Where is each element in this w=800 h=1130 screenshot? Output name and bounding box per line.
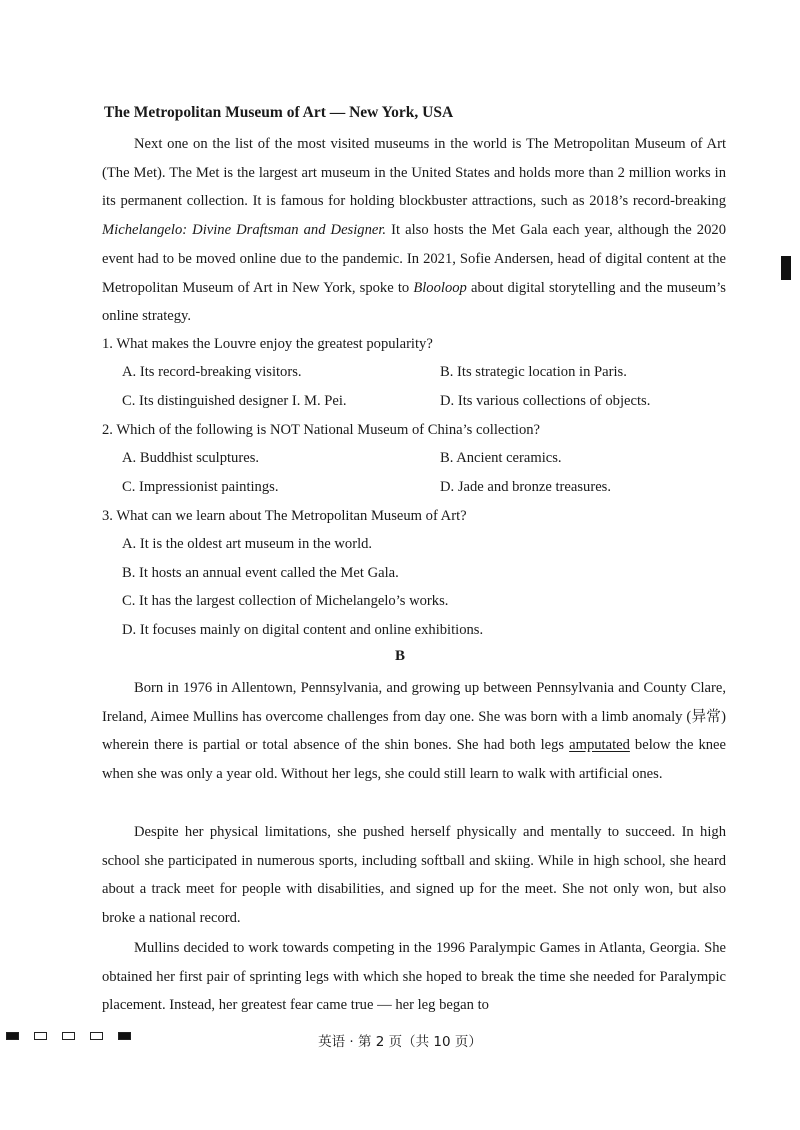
q1-option-c: C. Its distinguished designer I. M. Pei.	[122, 393, 347, 409]
edge-mark	[781, 256, 791, 280]
question-1: 1. What makes the Louvre enjoy the greatest popularity?	[102, 336, 433, 352]
q1-option-d: D. Its various collections of objects.	[440, 393, 651, 409]
mullins-paragraph-1	[102, 674, 726, 789]
q3-option-c: C. It has the largest collection of Michelangelo’s works.	[122, 593, 449, 609]
q3-option-d: D. It focuses mainly on digital content and online exhibitions.	[122, 622, 484, 638]
q1-option-b: B. Its strategic location in Paris.	[440, 364, 627, 380]
q2-option-a: A. Buddhist sculptures.	[122, 450, 260, 466]
question-3: 3. What can we learn about The Metropolitan Museum of Art?	[102, 508, 467, 524]
exhibition-title: Michelangelo: Divine Draftsman and Designer.	[102, 222, 387, 239]
q3-option-b: B. It hosts an annual event called the Met Gala.	[122, 565, 399, 581]
section-label: B	[394, 648, 405, 664]
page-footer: 英语 · 第 2 页（共 10 页）	[318, 1034, 482, 1050]
mullins-paragraph-3: Mullins decided to work towards competing in the 1996 Paralympic Games in Atlanta, Georgia. She obtained her first pair of sprinting legs with which she hoped to break the time she needed for Paralympic placement. Instead, her greatest fear came true — her leg began to	[102, 940, 726, 1014]
text-run: about digital storytelling and the museum’s online strategy.	[102, 279, 726, 325]
q2-option-d: D. Jade and bronze treasures.	[440, 479, 611, 495]
q2-option-c: C. Impressionist paintings.	[122, 479, 279, 495]
mullins-paragraph-2: Despite her physical limitations, she pushed herself physically and mentally to succeed. In high school she participated in numerous sports, including softball and skiing. While in high school, she heard about a track meet for people with disabilities, and signed up for the meet. She not only won, but also broke a national record.	[102, 824, 726, 927]
q1-option-a: A. Its record-breaking visitors.	[122, 364, 302, 380]
question-2: 2. Which of the following is NOT National Museum of China’s collection?	[102, 422, 541, 438]
met-paragraph	[102, 130, 726, 331]
section-heading: The Metropolitan Museum of Art — New York, USA	[104, 104, 454, 121]
publication-name: Blooloop	[413, 279, 467, 296]
text-run: Born in 1976 in Allentown, Pennsylvania, and growing up between Pennsylvania and County Clare, Ireland, Aimee Mullins has overcome challenges from day one. She was born with a limb anomaly (异常) wherein there is partial or total absence of the shin bones. She had both legs	[102, 680, 726, 754]
text-run: It also hosts the Met Gala each year, although the 2020 event had to be moved online due to the pandemic. In 2021, Sofie Andersen, head of digital content at the Metropolitan Museum of Art in New York, spoke to	[102, 222, 726, 296]
text-run: Next one on the list of the most visited museums in the world is The Metropolitan Museum of Art (The Met). The Met is the largest art museum in the United States and holds more than 2 million works in its permanent collection. It is famous for holding blockbuster attractions, such as 2018’s record-breaking	[102, 136, 726, 210]
q2-option-b: B. Ancient ceramics.	[440, 450, 562, 466]
q3-option-a: A. It is the oldest art museum in the world.	[122, 536, 373, 552]
underlined-word: amputated	[569, 737, 630, 754]
text-run: below the knee when she was only a year old. Without her legs, she could still learn to walk with artificial ones.	[102, 737, 726, 783]
